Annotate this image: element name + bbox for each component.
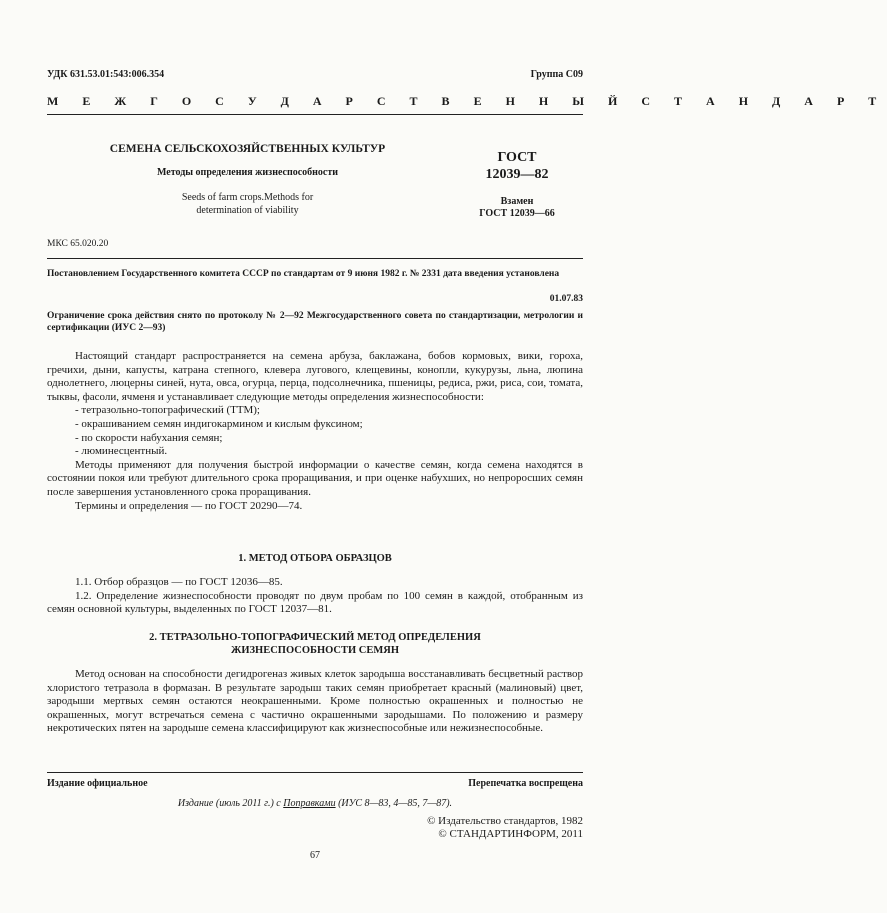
decree-date: 01.07.83 (549, 294, 583, 304)
gost-designation (455, 149, 579, 183)
edition-suffix: (ИУС 8—83, 4—85, 7—87). (335, 798, 453, 809)
section1-heading: 1. МЕТОД ОТБОРА ОБРАЗЦОВ (238, 553, 392, 564)
replaces-block (455, 196, 579, 220)
group-code: Группа С09 (530, 69, 583, 80)
document-title: СЕМЕНА СЕЛЬСКОХОЗЯЙСТВЕННЫХ КУЛЬТУР (109, 143, 386, 155)
section1-paragraph-2: 1.2. Определение жизнеспособности проводят по двум пробам по 100 семян в каждой, отобранным из семян основной культуры, выделенных по ГОСТ 12037—81. (47, 589, 583, 616)
english-title-line1: Seeds of farm crops.Methods for (181, 192, 314, 203)
edition-amendments: Поправками (283, 798, 336, 809)
footer-divider (47, 772, 583, 773)
replaces-label: Взамен (500, 196, 534, 207)
intro-section (47, 350, 583, 513)
intro-list-item: - окрашиванием семян индигокармином и кислым фуксином; (75, 417, 363, 430)
replaces-number: ГОСТ 12039—66 (479, 208, 555, 219)
gost-label: ГОСТ (497, 150, 537, 165)
intro-list-item: - по скорости набухания семян; (75, 431, 223, 444)
mks-code: МКС 65.020.20 (47, 239, 109, 249)
copyright-block (427, 815, 583, 841)
limitation-text: Ограничение срока действия снято по протоколу № 2—92 Межгосударственного совета по стандартизации, метрологии и сертификации (ИУС 2—93) (47, 311, 583, 333)
copyright-line2: © СТАНДАРТИНФОРМ, 2011 (438, 828, 583, 840)
section1-paragraph-1: 1.1. Отбор образцов — по ГОСТ 12036—85. (75, 576, 283, 588)
section2-body (47, 668, 583, 736)
header-divider (47, 114, 583, 115)
section2-paragraph-1: Метод основан на способности дегидрогеназ живых клеток зародыша восстанавливать бесцветный раствор хлористого тетразола в формазан. В результате зародыш таких семян приобретает красный (малиновый) цвет, зародыши мертвых семян остаются неокрашенными. Кроме полностью окрашенных и полностью не окрашенных, могут встречаться семена с частично окрашенными зародышами. По положению и размеру некротических пятен на зародыше семена классифицируют как жизнеспособные или нежизнеспособные. (47, 668, 583, 735)
gost-number: 12039—82 (485, 167, 549, 182)
section2-heading-line1: 2. ТЕТРАЗОЛЬНО-ТОПОГРАФИЧЕСКИЙ МЕТОД ОПРЕДЕЛЕНИЯ (149, 632, 481, 643)
intro-list-item: - тетразольно-топографический (ТТМ); (75, 404, 260, 417)
section1-body (47, 576, 583, 617)
reprint-notice: Перепечатка воспрещена (468, 778, 583, 789)
mks-divider (47, 258, 583, 259)
edition-note (47, 798, 583, 809)
intro-list-item: - люминесцентный. (75, 445, 168, 458)
udk-code: УДК 631.53.01:543:006.354 (47, 69, 165, 80)
section2-heading (47, 631, 583, 657)
english-title-line2: determination of viability (196, 205, 299, 216)
section2-heading-line2: ЖИЗНЕСПОСОБНОСТИ СЕМЯН (230, 645, 400, 656)
decree-text: Постановлением Государственного комитета СССР по стандартам от 9 июня 1982 г. № 2331 дата введения установлена (47, 269, 560, 279)
intro-paragraph-1: Настоящий стандарт распространяется на семена арбуза, баклажана, бобов кормовых, вики, гороха, гречихи, дыни, капусты, катрана степного, клевера лугового, клещевины, конопли, кукурузы, льна, люпина однолетнего, люцерны синей, нута, овса, огурца, перца, подсолнечника, пшеницы, редиса, ржи, риса, сои, томата, тыквы, фасоли, ячменя и устанавливает следующие методы определения жизнеспособности: (47, 350, 583, 403)
edition-prefix: Издание (июль 2011 г.) с (177, 798, 284, 809)
page-number: 67 (310, 850, 320, 861)
standard-type-heading: М Е Ж Г О С У Д А Р С Т В Е Н Н Ы Й С Т А Н Д А Р Т (47, 94, 887, 108)
intro-paragraph-3: Термины и определения — по ГОСТ 20290—74. (75, 499, 303, 512)
english-title (100, 191, 395, 217)
copyright-line1: © Издательство стандартов, 1982 (427, 815, 583, 827)
official-edition-label: Издание официальное (47, 778, 148, 789)
document-subtitle: Методы определения жизнеспособности (156, 167, 339, 178)
intro-paragraph-2: Методы применяют для получения быстрой информации о качестве семян, когда семена находятся в состоянии покоя или требуют длительного срока проращивания, и при оценке набухших, но непроросших семян после завершения установленного срока проращивания. (47, 458, 583, 498)
